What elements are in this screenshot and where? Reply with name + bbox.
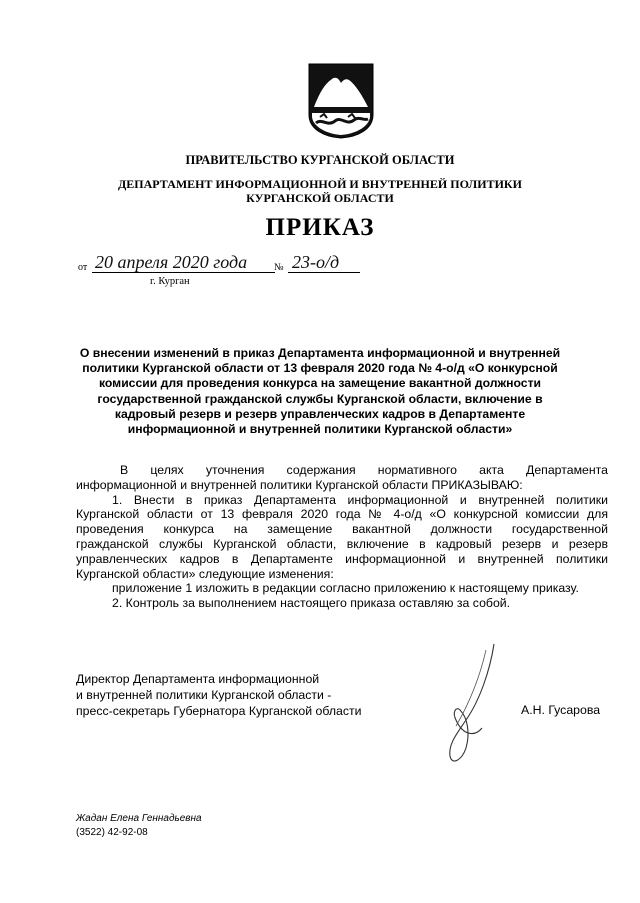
- item1-line: 1. Внести в приказ Департамента информационной и внутренней политики: [112, 492, 608, 507]
- government-name: ПРАВИТЕЛЬСТВО КУРГАНСКОЙ ОБЛАСТИ: [185, 153, 455, 167]
- document-title: ПРИКАЗ: [265, 214, 375, 241]
- item2: 2. Контроль за выполнением настоящего приказа оставляю за собой.: [112, 596, 511, 611]
- signer-position-line: и внутренней политики Курганской области -: [76, 688, 332, 702]
- item1-line: Курганской области» следующие изменения:: [76, 566, 334, 581]
- number-label: №: [274, 262, 284, 273]
- department-name-line2: КУРГАНСКОЙ ОБЛАСТИ: [246, 191, 394, 205]
- executor-phone: (3522) 42-92-08: [76, 827, 148, 838]
- department-name-line1: ДЕПАРТАМЕНТ ИНФОРМАЦИОННОЙ И ВНУТРЕННЕЙ ПОЛИТИКИ: [118, 177, 522, 191]
- signer-name: А.Н. Гусарова: [521, 703, 601, 717]
- item1-line: гражданской службы Курганской области, включение в кадровый резерв и резерв: [76, 536, 608, 551]
- city: г. Курган: [150, 276, 190, 287]
- item1-line: Курганской области от 13 февраля 2020 года № 4-о/д «О конкурсной комиссии для: [76, 507, 608, 522]
- kurgan-coat-of-arms-icon: [308, 63, 374, 139]
- item1-change: приложение 1 изложить в редакции согласно приложению к настоящему приказу.: [112, 581, 579, 596]
- handwritten-number: 23-о/д: [292, 252, 340, 272]
- item1-line: проведения конкурса на замещение вакантной должности государственной: [76, 522, 608, 537]
- preamble-line: информационной и внутренней политики Курганской области ПРИКАЗЫВАЮ:: [76, 477, 523, 492]
- preamble-line: В целях уточнения содержания нормативного акта Департамента: [120, 463, 608, 477]
- signer-position: [76, 671, 362, 719]
- date-label: от: [78, 262, 88, 273]
- handwritten-signature: [430, 640, 520, 770]
- executor-name: Жадан Елена Геннадьевна: [76, 813, 202, 824]
- order-subject: О внесении изменений в приказ Департамента информационной и внутренней политики Курганской области от 13 февраля 2020 года № 4-о/д «О конкурсной комиссии для проведения конкурса на замещение вакантной должности государственной гражданской службы Курганской области, включение в кадровый резерв и резерв управленческих кадров в Департаменте информационной и внутренней политики Курганской области»: [79, 346, 561, 437]
- item1-line: управленческих кадров в Департаменте информационной и внутренней политики: [76, 551, 608, 566]
- signer-position-line: Директор Департамента информационной: [76, 672, 320, 686]
- order-body: [76, 463, 608, 611]
- handwritten-date: 20 апреля 2020 года: [95, 252, 248, 272]
- signer-position-line: пресс-секретарь Губернатора Курганской области: [76, 704, 362, 718]
